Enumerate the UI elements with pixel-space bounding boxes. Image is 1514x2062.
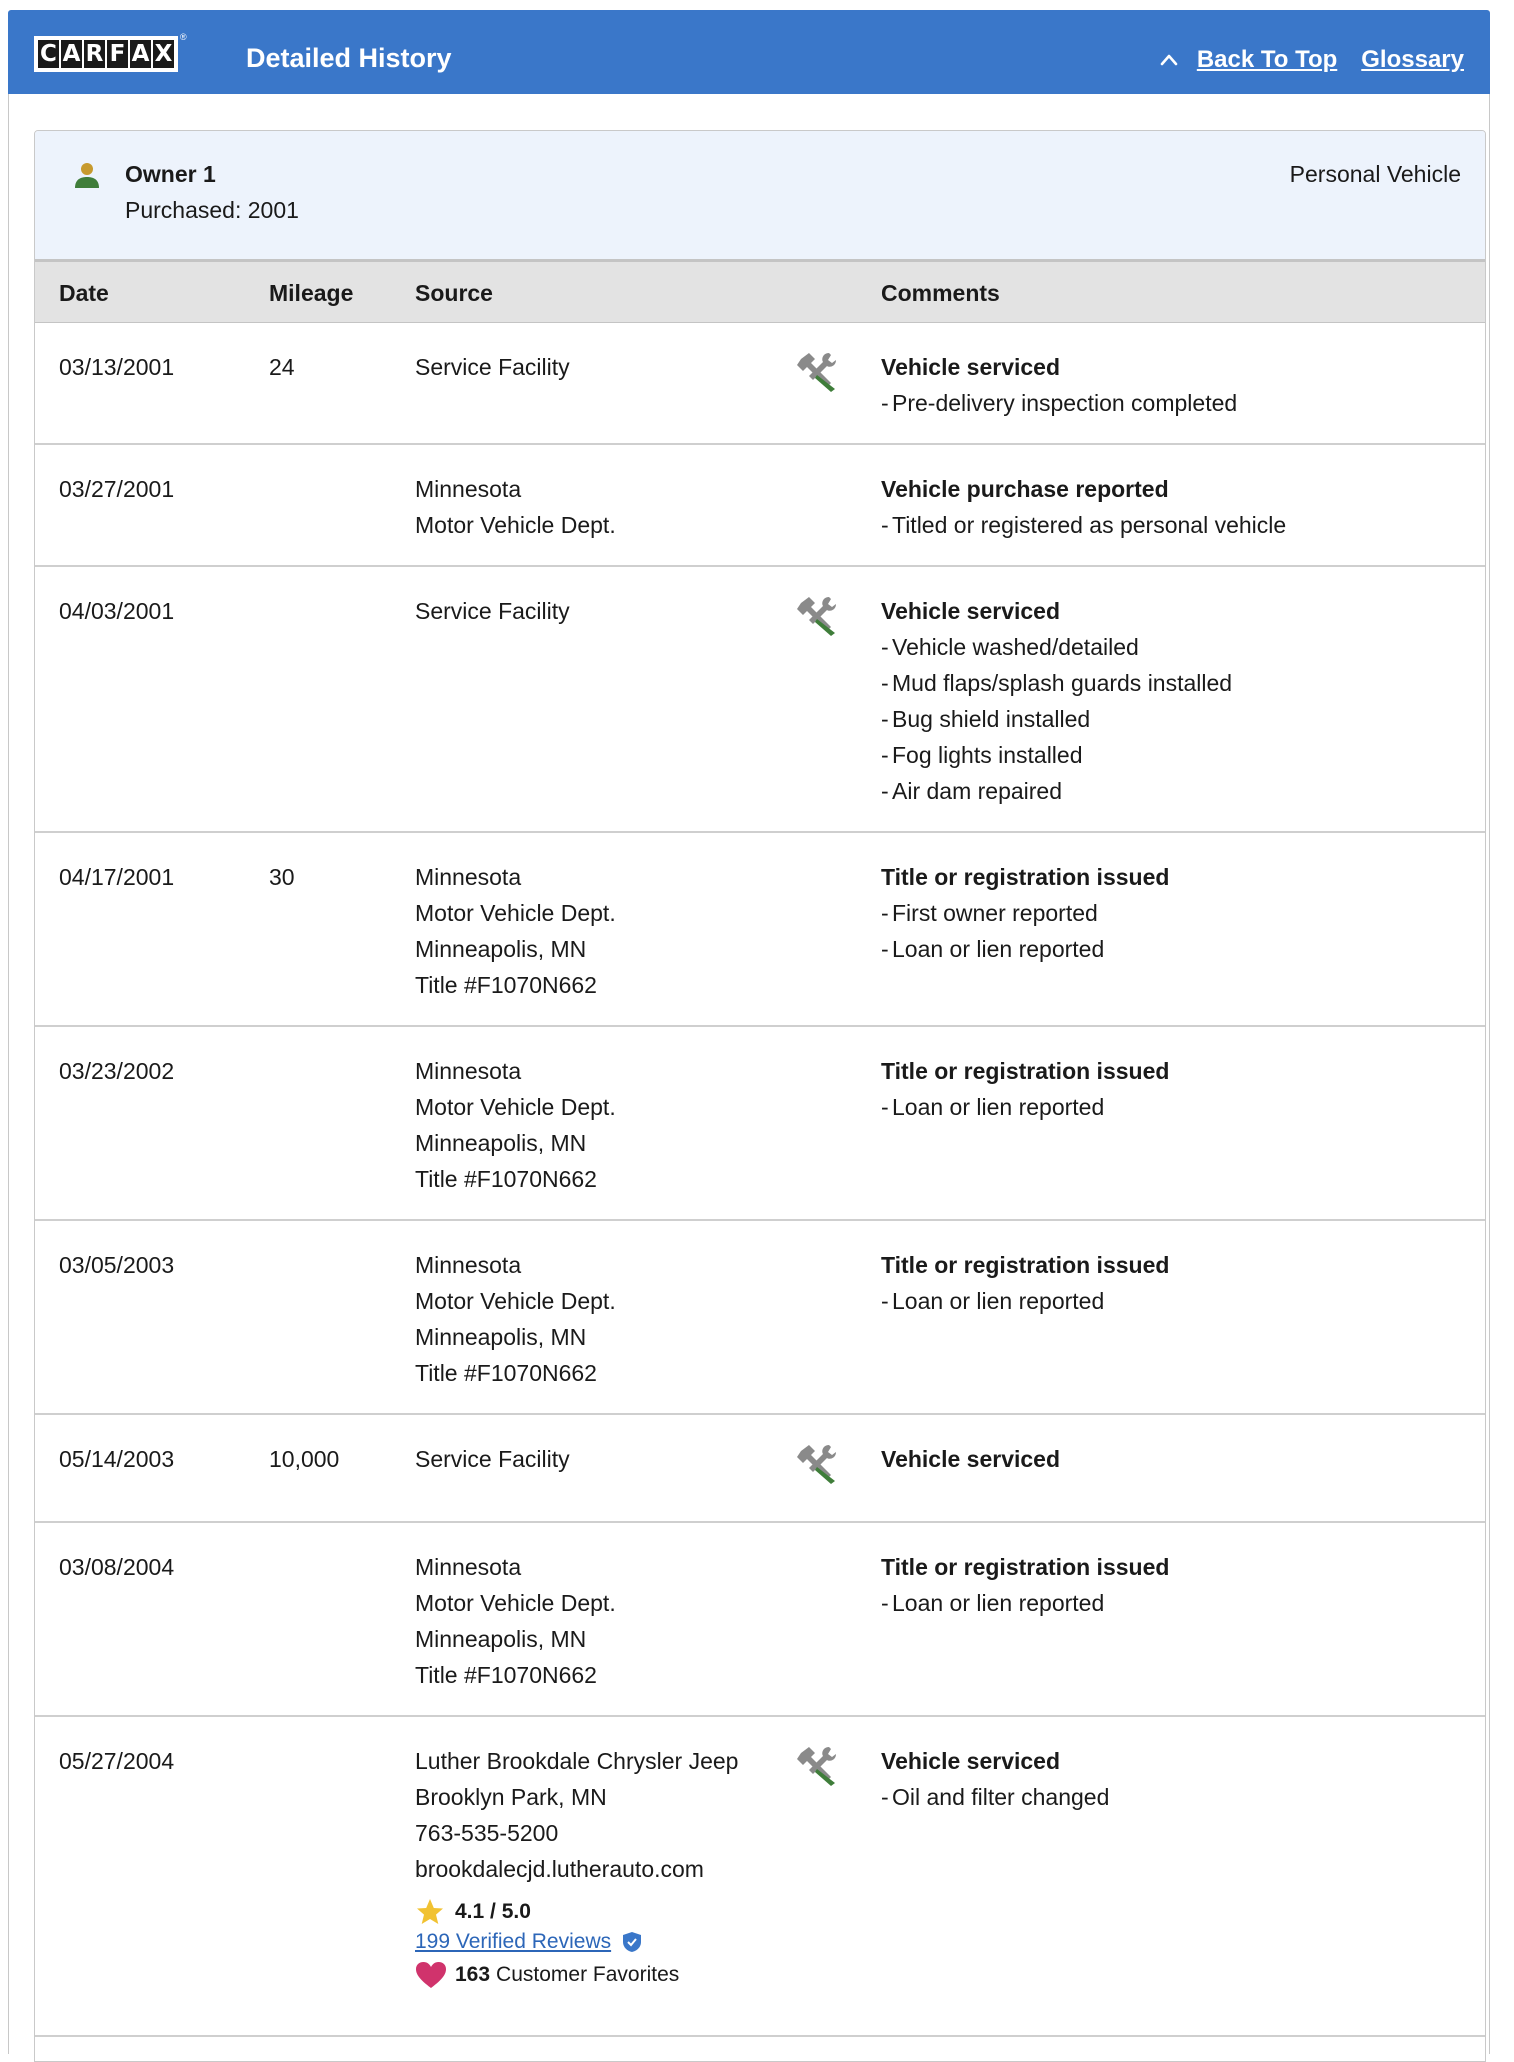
record-date: 05/27/2004 (59, 1748, 175, 1774)
record-comments (881, 1743, 1109, 1815)
comment-title: Vehicle serviced (881, 1748, 1061, 1774)
table-row (35, 443, 1485, 567)
source-line: 763-535-5200 (415, 1820, 559, 1846)
comment-bullet: - (881, 1094, 889, 1120)
comment-text: Vehicle washed/detailed (892, 634, 1139, 660)
table-row (35, 1219, 1485, 1415)
page-title: Detailed History (246, 43, 452, 73)
source-line: Service Facility (415, 1446, 570, 1472)
table-row (35, 831, 1485, 1027)
person-icon (73, 161, 101, 189)
comment-bullet: - (881, 512, 889, 538)
star-icon (415, 1897, 445, 1927)
carfax-logo[interactable] (34, 32, 187, 72)
record-source (415, 593, 570, 629)
logo-letter: A (62, 41, 81, 67)
record-comments (881, 1441, 1060, 1477)
comment-bullet: - (881, 670, 889, 696)
source-line: Brooklyn Park, MN (415, 1784, 607, 1810)
comment-text: Titled or registered as personal vehicle (892, 512, 1287, 538)
owner-name: Owner 1 (125, 161, 216, 187)
source-line: Service Facility (415, 354, 570, 380)
source-line: Minneapolis, MN (415, 1130, 587, 1156)
heart-icon (415, 1961, 447, 1989)
comment-item (881, 701, 1232, 737)
back-to-top-link[interactable]: Back To Top (1196, 46, 1338, 73)
source-line: Motor Vehicle Dept. (415, 1288, 616, 1314)
table-row (35, 1025, 1485, 1221)
chevron-up-icon[interactable] (1159, 50, 1179, 70)
table-header (35, 259, 1485, 323)
table-row (35, 1521, 1485, 1717)
source-line: Title #F1070N662 (415, 1360, 597, 1386)
record-source (415, 349, 570, 385)
source-line: Motor Vehicle Dept. (415, 512, 616, 538)
source-line: Minnesota (415, 864, 522, 890)
comment-item (881, 507, 1286, 543)
comment-item (881, 737, 1232, 773)
logo-letter: A (131, 41, 150, 67)
comment-title: Title or registration issued (881, 1252, 1170, 1278)
source-line: brookdalecjd.lutherauto.com (415, 1856, 704, 1882)
record-mileage: 30 (269, 864, 295, 890)
comment-bullet: - (881, 778, 889, 804)
record-source (415, 1743, 738, 1993)
comment-bullet: - (881, 634, 889, 660)
record-comments (881, 859, 1169, 967)
comment-item (881, 1779, 1109, 1815)
logo-letter: C (38, 40, 59, 68)
registered-mark: ® (180, 32, 187, 42)
comment-bullet: - (881, 390, 889, 416)
comment-bullet: - (881, 1590, 889, 1616)
comment-item (881, 1089, 1169, 1125)
header-nav (1159, 46, 1464, 74)
carfax-logo-letters (34, 36, 178, 72)
comment-text: Oil and filter changed (892, 1784, 1110, 1810)
owner-history-card (34, 130, 1486, 2062)
service-wrench-icon (795, 593, 839, 637)
source-line: Minneapolis, MN (415, 936, 587, 962)
comment-text: Pre-delivery inspection completed (892, 390, 1238, 416)
comment-item (881, 629, 1232, 665)
rating-value: 4.1 / 5.0 (455, 1900, 531, 1923)
comment-title: Vehicle serviced (881, 598, 1061, 624)
record-comments (881, 1053, 1169, 1125)
header-bar (8, 10, 1490, 94)
source-line: Minnesota (415, 1252, 522, 1278)
comment-text: Loan or lien reported (892, 936, 1105, 962)
comment-bullet: - (881, 936, 889, 962)
record-date: 03/27/2001 (59, 476, 175, 502)
record-source (415, 1549, 616, 1693)
service-wrench-icon (795, 349, 839, 393)
favorites-label: Customer Favorites (496, 1963, 680, 1986)
record-source (415, 1247, 616, 1391)
comment-text: Air dam repaired (892, 778, 1063, 804)
source-line: Minneapolis, MN (415, 1626, 587, 1652)
record-date: 03/08/2004 (59, 1554, 175, 1580)
record-source (415, 1053, 616, 1197)
comment-bullet: - (881, 1288, 889, 1314)
col-source: Source (415, 280, 493, 306)
record-date: 03/05/2003 (59, 1252, 175, 1278)
comment-text: Bug shield installed (892, 706, 1091, 732)
comment-text: First owner reported (892, 900, 1098, 926)
logo-letter: F (107, 40, 128, 68)
verified-shield-icon (621, 1931, 643, 1953)
source-line: Title #F1070N662 (415, 1166, 597, 1192)
record-date: 03/23/2002 (59, 1058, 175, 1084)
record-mileage: 24 (269, 354, 295, 380)
source-line: Title #F1070N662 (415, 1662, 597, 1688)
verified-reviews-link[interactable]: 199 Verified Reviews (415, 1930, 612, 1953)
comment-text: Loan or lien reported (892, 1094, 1105, 1120)
source-line: Service Facility (415, 598, 570, 624)
comment-text: Mud flaps/splash guards installed (892, 670, 1233, 696)
comment-title: Title or registration issued (881, 1554, 1170, 1580)
source-line: Motor Vehicle Dept. (415, 1094, 616, 1120)
comment-text: Loan or lien reported (892, 1590, 1105, 1616)
comment-bullet: - (881, 1784, 889, 1810)
glossary-link[interactable]: Glossary (1361, 46, 1464, 73)
table-row (35, 565, 1485, 833)
comment-item (881, 1585, 1169, 1621)
source-line: Luther Brookdale Chrysler Jeep (415, 1748, 739, 1774)
comment-item (881, 773, 1232, 809)
record-date: 04/17/2001 (59, 864, 175, 890)
source-line: Minneapolis, MN (415, 1324, 587, 1350)
comment-bullet: - (881, 742, 889, 768)
comment-bullet: - (881, 900, 889, 926)
comment-text: Fog lights installed (892, 742, 1083, 768)
col-comments: Comments (881, 280, 1000, 306)
table-row (35, 1413, 1485, 1523)
source-line: Minnesota (415, 476, 522, 502)
comment-item (881, 665, 1232, 701)
dealer-reviews (415, 1927, 738, 1957)
record-comments (881, 471, 1286, 543)
comment-title: Vehicle serviced (881, 1446, 1061, 1472)
table-row (35, 321, 1485, 445)
record-mileage: 10,000 (269, 1446, 340, 1472)
owner-type: Personal Vehicle (1289, 161, 1461, 187)
favorites-count: 163 (455, 1963, 491, 1986)
dealer-rating (415, 1897, 738, 1927)
customer-favorites (415, 1957, 738, 1993)
record-comments (881, 349, 1237, 421)
record-date: 04/03/2001 (59, 598, 175, 624)
comment-text: Loan or lien reported (892, 1288, 1105, 1314)
record-comments (881, 1247, 1169, 1319)
record-date: 05/14/2003 (59, 1446, 175, 1472)
record-source (415, 859, 616, 1003)
comment-title: Title or registration issued (881, 864, 1170, 890)
service-wrench-icon (795, 1743, 839, 1787)
service-wrench-icon (795, 1441, 839, 1485)
source-line: Minnesota (415, 1554, 522, 1580)
comment-item (881, 931, 1169, 967)
record-date: 03/13/2001 (59, 354, 175, 380)
comment-item (881, 895, 1169, 931)
comment-title: Title or registration issued (881, 1058, 1170, 1084)
record-source (415, 471, 616, 543)
source-line: Minnesota (415, 1058, 522, 1084)
source-line: Motor Vehicle Dept. (415, 900, 616, 926)
col-mileage: Mileage (269, 280, 354, 306)
record-source (415, 1441, 570, 1477)
source-line: Motor Vehicle Dept. (415, 1590, 616, 1616)
owner-purchased: Purchased: 2001 (125, 197, 299, 223)
col-date: Date (59, 280, 109, 306)
comment-item (881, 1283, 1169, 1319)
table-row (35, 1715, 1485, 2037)
record-comments (881, 1549, 1169, 1621)
comment-title: Vehicle purchase reported (881, 476, 1169, 502)
comment-item (881, 385, 1237, 421)
logo-letter: X (154, 41, 173, 67)
record-comments (881, 593, 1232, 809)
comment-title: Vehicle serviced (881, 354, 1061, 380)
logo-letter: R (85, 41, 104, 67)
source-line: Title #F1070N662 (415, 972, 597, 998)
owner-header (35, 131, 1485, 259)
comment-bullet: - (881, 706, 889, 732)
